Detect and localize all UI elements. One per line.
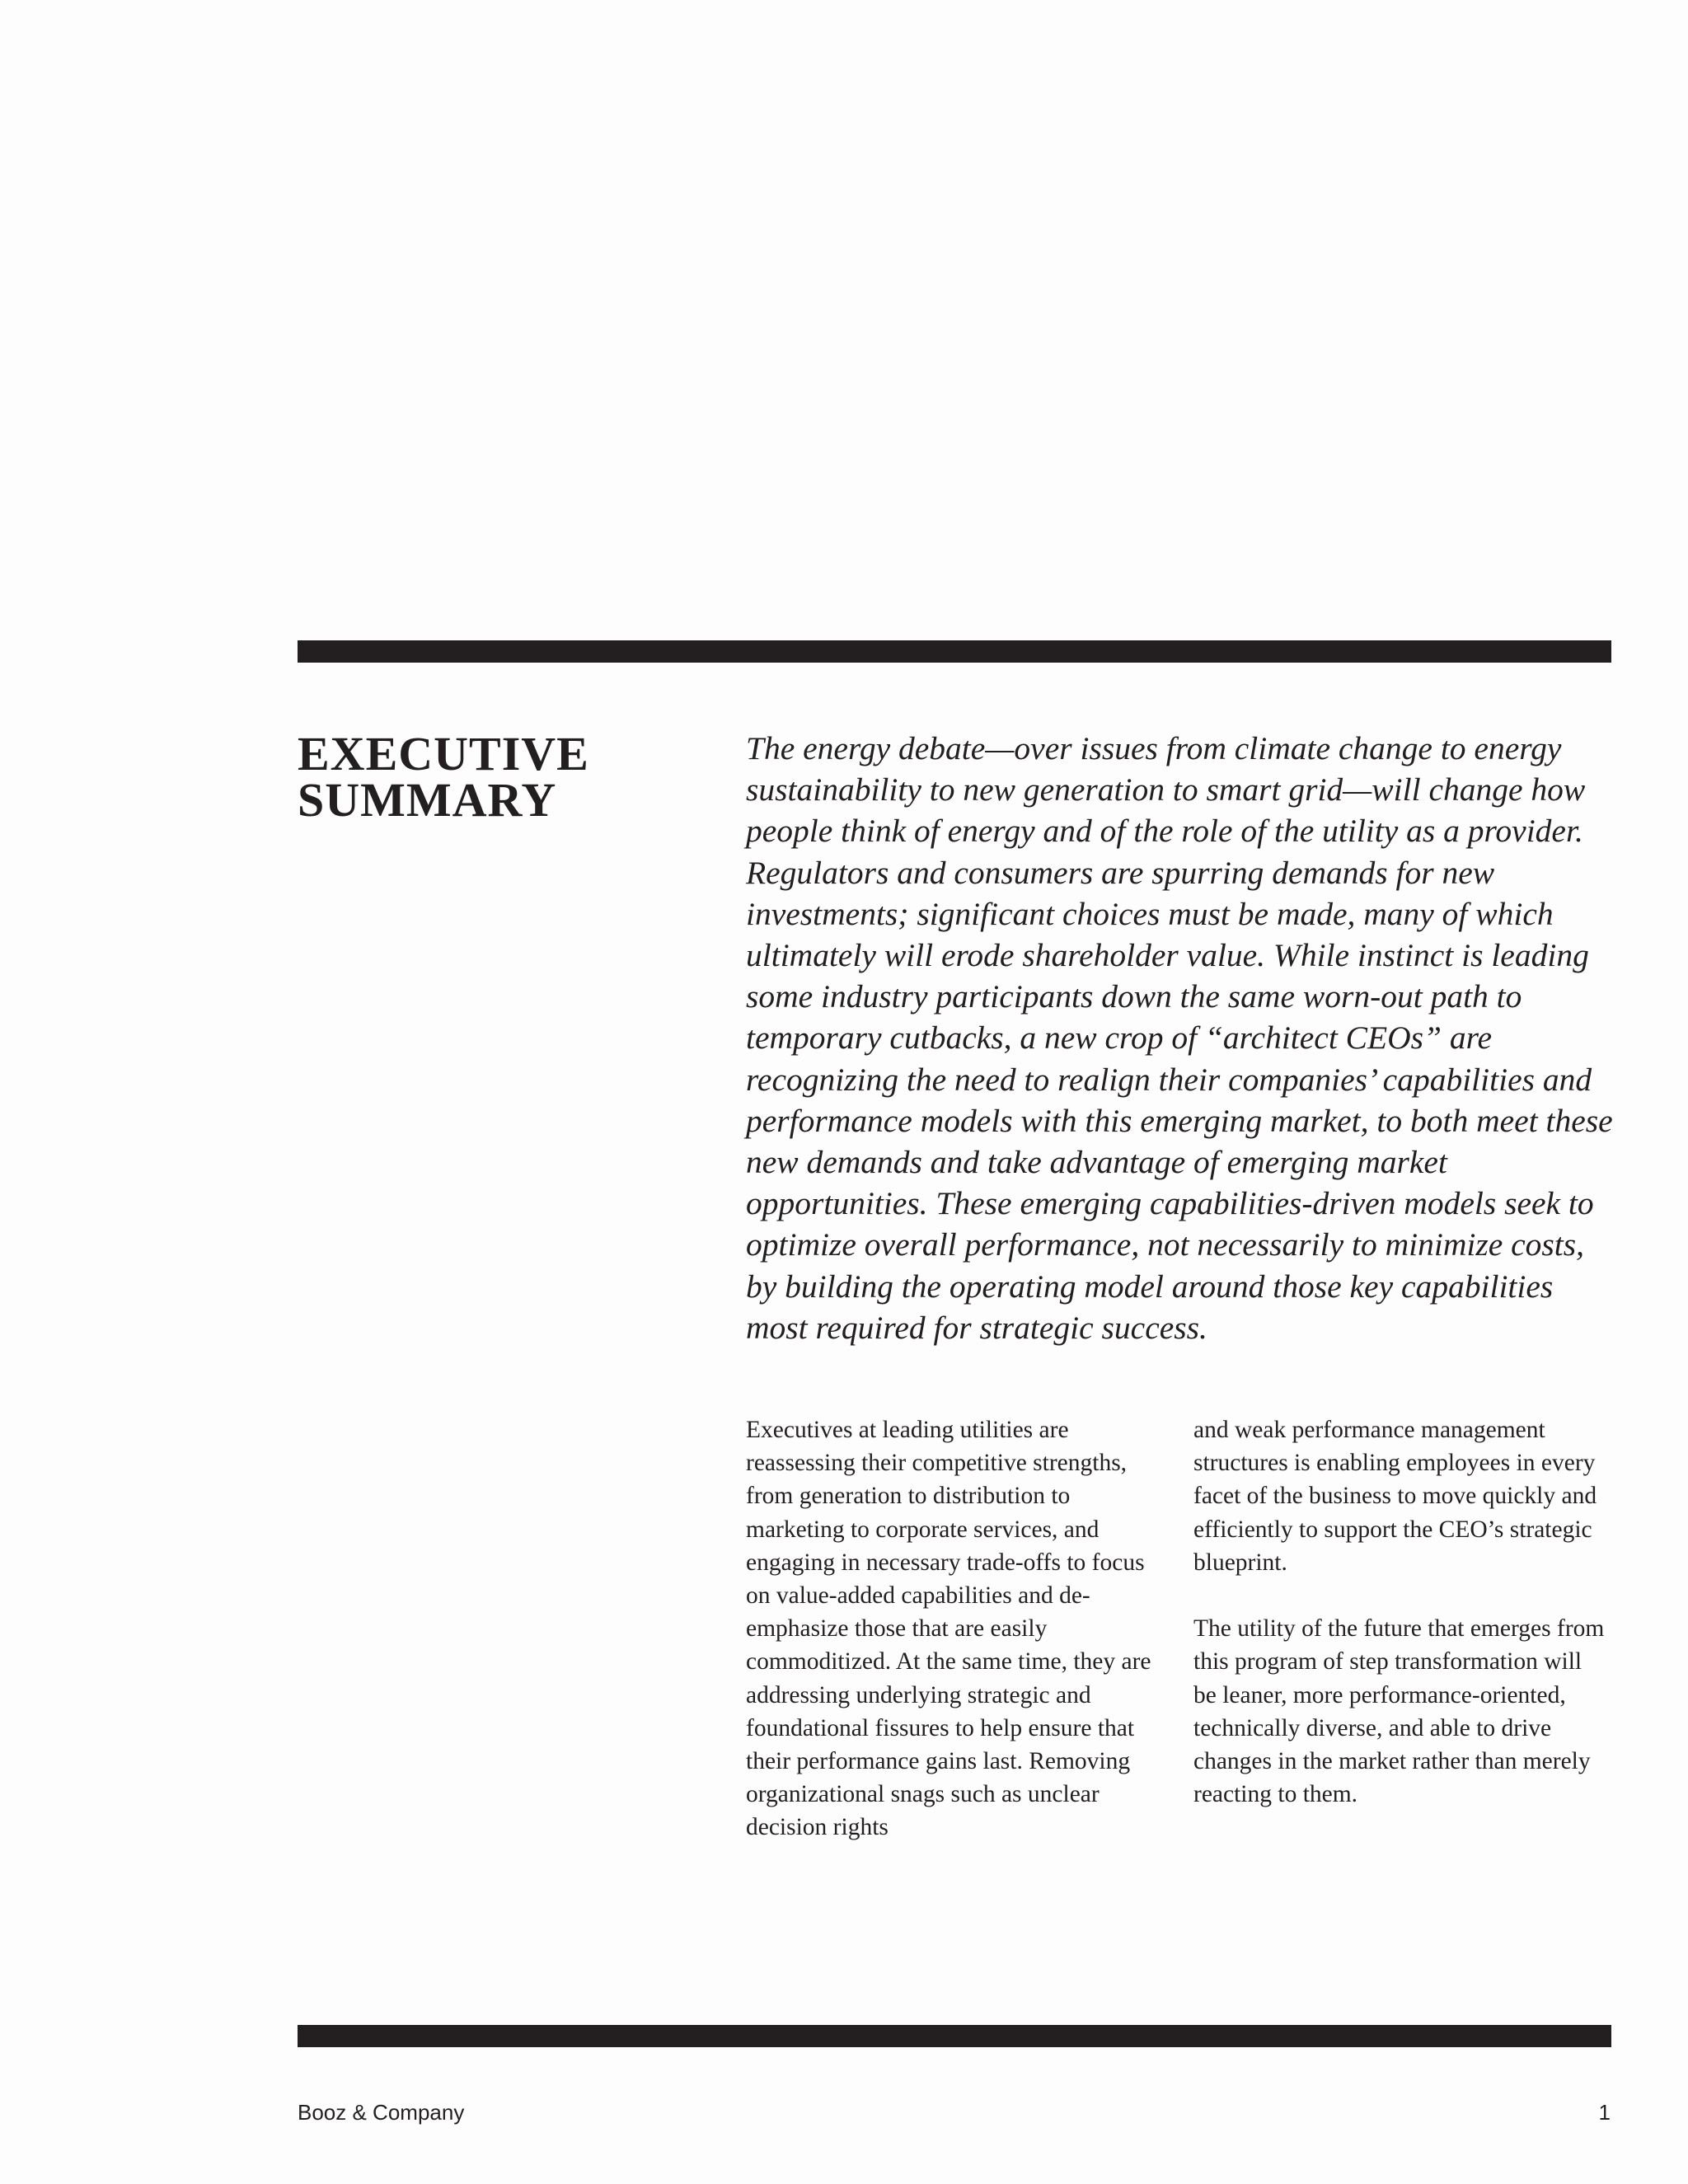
body-column-right <box>1193 1413 1610 1844</box>
body-column-left <box>746 1413 1162 1877</box>
bottom-divider-bar <box>298 2025 1611 2047</box>
body-paragraph-1: Executives at leading utilities are reassessing their competitive strengths, from generation to distribution to marketing to corporate services, and engaging in necessary trade-offs to focus on value-added capabilities and de-emphasize those that are easily commoditized. At the same time, they are addressing underlying strategic and foundational fissures to help ensure that their performance gains last. Removing organizational snags such as unclear decision rights <box>746 1417 1151 1841</box>
section-title-line-1: EXECUTIVE <box>298 727 589 780</box>
footer-company-name: Booz & Company <box>298 2100 465 2125</box>
footer-page-number: 1 <box>1598 2100 1611 2125</box>
body-paragraph-2: and weak performance management structures is enabling employees in every facet of the business to move quickly and efficiently to support the CEO’s strategic blueprint. <box>1193 1417 1597 1576</box>
body-paragraph-3: The utility of the future that emerges from this program of step transformation will be leaner, more performance-oriented, technically diverse, and able to drive changes in the market rather than merely reacting to them. <box>1193 1615 1605 1808</box>
lede-paragraph: The energy debate—over issues from climate change to energy sustainability to new generation to smart grid—will change how people think of energy and of the role of the utility as a provider. Regulators and consumers are spurring demands for new investments; significant choices must be made, many of which ultimately will erode shareholder value. While instinct is leading some industry participants down the same worn-out path to temporary cutbacks, a new crop of “architect CEOs” are recognizing the need to realign their companies’ capabilities and performance models with this emerging market, to both meet these new demands and take advantage of emerging market opportunities. These emerging capabilities-driven models seek to optimize overall performance, not necessarily to minimize costs, by building the operating model around those key capabilities most required for strategic success. <box>746 730 1613 1346</box>
section-title <box>298 727 677 827</box>
top-divider-bar <box>298 640 1611 663</box>
section-title-line-2: SUMMARY <box>298 773 557 827</box>
